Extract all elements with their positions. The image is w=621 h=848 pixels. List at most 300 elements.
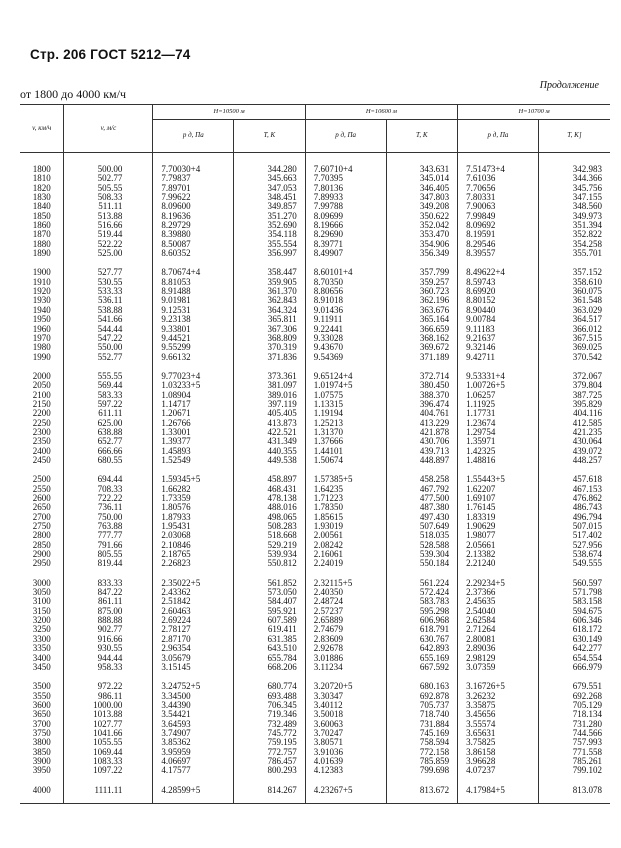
pressure-cell: 2.48724	[305, 597, 386, 606]
pressure-cell: 4.17984+5	[458, 776, 539, 804]
temperature-cell: 539.934	[234, 550, 306, 559]
pressure-cell: 2.43362	[153, 588, 234, 597]
temperature-cell: 692.878	[386, 692, 458, 701]
pressure-cell: 2.08242	[305, 541, 386, 550]
speed-kmh-cell: 3000	[32, 577, 51, 588]
temperature-cell: 361.548	[538, 296, 610, 305]
temperature-cell: 583.158	[538, 597, 610, 606]
temperature-cell: 508.283	[234, 522, 306, 531]
pressure-cell: 1.55443+5	[458, 465, 539, 484]
col-header-temperature: T, К]	[538, 120, 610, 153]
table-row	[20, 569, 610, 588]
temperature-cell: 368.809	[234, 334, 306, 343]
speed-ms-cell: 694.44	[64, 465, 153, 484]
speed-ms-cell: 502.77	[64, 174, 153, 183]
speed-kmh-cell: 1850	[32, 210, 51, 221]
speed-ms-cell: 680.55	[64, 456, 153, 465]
pressure-cell: 1.13315	[305, 400, 386, 409]
temperature-cell: 595.298	[386, 607, 458, 616]
temperature-cell: 498.065	[234, 513, 306, 522]
speed-ms-cell: 1069.44	[64, 748, 153, 757]
pressure-cell: 1.80576	[153, 503, 234, 512]
temperature-cell: 347.155	[538, 193, 610, 202]
temperature-cell: 365.164	[386, 315, 458, 324]
speed-kmh-cell: 2250	[32, 417, 51, 428]
pressure-cell: 4.17577	[153, 766, 234, 775]
temperature-cell: 365.811	[234, 315, 306, 324]
temperature-cell: 348.451	[234, 193, 306, 202]
temperature-cell: 631.385	[234, 635, 306, 644]
speed-ms-cell: 708.33	[64, 485, 153, 494]
temperature-cell: 813.672	[386, 776, 458, 804]
temperature-cell: 758.594	[386, 738, 458, 747]
temperature-cell: 397.119	[234, 400, 306, 409]
speed-ms-cell: 819.44	[64, 559, 153, 568]
temperature-cell: 518.035	[386, 531, 458, 540]
speed-kmh-cell: 1840	[32, 201, 51, 212]
temperature-cell: 654.554	[538, 654, 610, 663]
temperature-cell: 476.862	[538, 494, 610, 503]
speed-ms-cell: 1111.11	[64, 776, 153, 804]
pressure-cell: 9.66132	[153, 353, 234, 362]
pressure-cell: 1.52549	[153, 456, 234, 465]
pressure-cell: 3.60063	[305, 720, 386, 729]
pressure-cell: 3.95959	[153, 748, 234, 757]
temperature-cell: 357.799	[386, 258, 458, 277]
temperature-cell: 380.450	[386, 381, 458, 390]
pressure-cell: 2.10846	[153, 541, 234, 550]
pressure-cell: 1.42325	[458, 447, 539, 456]
temperature-cell: 366.659	[386, 325, 458, 334]
temperature-cell: 369.025	[538, 343, 610, 352]
pressure-cell: 1.83319	[458, 513, 539, 522]
pressure-cell: 8.19636	[153, 212, 234, 221]
temperature-cell: 448.897	[386, 456, 458, 465]
pressure-cell: 4.01639	[305, 757, 386, 766]
temperature-cell: 370.542	[538, 353, 610, 362]
temperature-cell: 405.405	[234, 409, 306, 418]
pressure-cell: 1.20671	[153, 409, 234, 418]
speed-kmh-cell: 2100	[32, 389, 51, 400]
temperature-cell: 412.585	[538, 419, 610, 428]
temperature-cell: 786.457	[234, 757, 306, 766]
pressure-cell: 4.28599+5	[153, 776, 234, 804]
col-header-speed-kmh: v, км/ч	[20, 105, 64, 153]
table-row	[20, 353, 610, 362]
pressure-cell: 2.54040	[458, 607, 539, 616]
pressure-cell: 4.12383	[305, 766, 386, 775]
pressure-cell: 8.39557	[458, 249, 539, 258]
speed-kmh-cell: 2650	[32, 502, 51, 513]
pressure-cell: 9.44521	[153, 334, 234, 343]
speed-ms-cell: 1041.66	[64, 729, 153, 738]
temperature-cell: 718.740	[386, 710, 458, 719]
speed-kmh-cell: 1930	[32, 295, 51, 306]
speed-ms-cell: 569.44	[64, 381, 153, 390]
speed-ms-cell: 722.22	[64, 494, 153, 503]
temperature-cell: 346.405	[386, 184, 458, 193]
temperature-cell: 366.012	[538, 325, 610, 334]
temperature-cell: 496.794	[538, 513, 610, 522]
temperature-cell: 457.618	[538, 465, 610, 484]
pressure-cell: 1.00726+5	[458, 381, 539, 390]
speed-ms-cell: 930.55	[64, 644, 153, 653]
pressure-cell: 3.70247	[305, 729, 386, 738]
table-row	[20, 362, 610, 381]
pressure-cell: 9.42711	[458, 353, 539, 362]
pressure-cell: 2.21240	[458, 559, 539, 568]
pressure-cell: 8.59743	[458, 278, 539, 287]
temperature-cell: 344.366	[538, 174, 610, 183]
pressure-cell: 8.69920	[458, 287, 539, 296]
speed-kmh-cell: 3850	[32, 746, 51, 757]
temperature-cell: 381.097	[234, 381, 306, 390]
pressure-cell: 4.23267+5	[305, 776, 386, 804]
speed-ms-cell: 875.00	[64, 607, 153, 616]
col-header-speed-ms: v, м/с	[64, 105, 153, 153]
pressure-cell: 2.74679	[305, 625, 386, 634]
temperature-cell: 358.610	[538, 278, 610, 287]
atmosphere-data-table	[20, 104, 610, 804]
speed-kmh-cell: 1810	[32, 173, 51, 184]
speed-ms-cell: 525.00	[64, 249, 153, 258]
temperature-cell: 549.555	[538, 559, 610, 568]
pressure-cell: 9.23138	[153, 315, 234, 324]
pressure-cell: 1.90629	[458, 522, 539, 531]
pressure-cell: 9.11911	[305, 315, 386, 324]
speed-kmh-cell: 3550	[32, 690, 51, 701]
temperature-cell: 488.016	[234, 503, 306, 512]
temperature-cell: 359.905	[234, 278, 306, 287]
pressure-cell: 3.07359	[458, 663, 539, 672]
pressure-cell: 3.35875	[458, 701, 539, 710]
pressure-cell: 7.99849	[458, 212, 539, 221]
table-row	[20, 559, 610, 568]
pressure-cell: 2.03068	[153, 531, 234, 540]
pressure-cell: 2.13382	[458, 550, 539, 559]
speed-ms-cell: 861.11	[64, 597, 153, 606]
speed-ms-cell: 958.33	[64, 663, 153, 672]
speed-ms-cell: 508.33	[64, 193, 153, 202]
temperature-cell: 344.280	[234, 153, 306, 175]
temperature-cell: 718.134	[538, 710, 610, 719]
pressure-cell: 8.09692	[458, 221, 539, 230]
temperature-cell: 679.551	[538, 672, 610, 691]
temperature-cell: 642.277	[538, 644, 610, 653]
speed-ms-cell: 763.88	[64, 522, 153, 531]
pressure-cell: 1.35971	[458, 437, 539, 446]
pressure-cell: 7.80331	[458, 193, 539, 202]
pressure-cell: 1.64235	[305, 485, 386, 494]
pressure-cell: 3.01886	[305, 654, 386, 663]
temperature-cell: 352.042	[386, 221, 458, 230]
pressure-cell: 9.01981	[153, 296, 234, 305]
temperature-cell: 357.152	[538, 258, 610, 277]
pressure-cell: 4.07237	[458, 766, 539, 775]
pressure-cell: 8.49907	[305, 249, 386, 258]
pressure-cell: 1.31370	[305, 428, 386, 437]
speed-kmh-cell: 1910	[32, 276, 51, 287]
pressure-cell: 1.29754	[458, 428, 539, 437]
pressure-cell: 1.06257	[458, 391, 539, 400]
temperature-cell: 527.956	[538, 541, 610, 550]
pressure-cell: 7.51473+4	[458, 153, 539, 175]
table-row	[20, 766, 610, 775]
speed-ms-cell: 916.66	[64, 635, 153, 644]
temperature-cell: 705.129	[538, 701, 610, 710]
pressure-cell: 3.65631	[458, 729, 539, 738]
speed-kmh-cell: 3250	[32, 624, 51, 635]
pressure-cell: 1.17731	[458, 409, 539, 418]
temperature-cell: 356.997	[234, 249, 306, 258]
temperature-cell: 395.829	[538, 400, 610, 409]
pressure-cell: 7.70656	[458, 184, 539, 193]
speed-ms-cell: 1097.22	[64, 766, 153, 775]
temperature-cell: 814.267	[234, 776, 306, 804]
pressure-cell: 8.80152	[458, 296, 539, 305]
speed-kmh-cell: 1830	[32, 192, 51, 203]
speed-kmh-cell: 2600	[32, 493, 51, 503]
pressure-cell: 7.89701	[153, 184, 234, 193]
speed-kmh-cell: 1920	[32, 286, 51, 297]
speed-ms-cell: 972.22	[64, 672, 153, 691]
temperature-cell: 347.053	[234, 184, 306, 193]
speed-kmh-cell: 3200	[32, 615, 51, 626]
pressure-cell: 9.54369	[305, 353, 386, 362]
speed-ms-cell: 555.55	[64, 362, 153, 381]
speed-ms-cell: 833.33	[64, 569, 153, 588]
table-body	[20, 153, 610, 804]
temperature-cell: 354.258	[538, 240, 610, 249]
pressure-cell: 3.20720+5	[305, 672, 386, 691]
temperature-cell: 518.668	[234, 531, 306, 540]
pressure-cell: 9.22441	[305, 325, 386, 334]
temperature-cell: 655.169	[386, 654, 458, 663]
temperature-cell: 706.345	[234, 701, 306, 710]
speed-ms-cell: 550.00	[64, 343, 153, 352]
pressure-cell: 1.07575	[305, 391, 386, 400]
speed-ms-cell: 527.77	[64, 258, 153, 277]
temperature-cell: 354.118	[234, 230, 306, 239]
pressure-cell: 7.70030+4	[153, 153, 234, 175]
temperature-cell: 618.791	[386, 625, 458, 634]
table-row	[20, 258, 610, 277]
speed-ms-cell: 544.44	[64, 325, 153, 334]
temperature-cell: 422.521	[234, 428, 306, 437]
temperature-cell: 560.597	[538, 569, 610, 588]
pressure-cell: 1.50674	[305, 456, 386, 465]
temperature-cell: 360.075	[538, 287, 610, 296]
pressure-cell: 8.29546	[458, 240, 539, 249]
speed-kmh-cell: 2750	[32, 521, 51, 532]
pressure-cell: 1.71223	[305, 494, 386, 503]
speed-ms-cell: 505.55	[64, 184, 153, 193]
temperature-cell: 497.430	[386, 513, 458, 522]
pressure-cell: 3.26232	[458, 692, 539, 701]
pressure-cell: 3.86158	[458, 748, 539, 757]
speed-ms-cell: 516.66	[64, 221, 153, 230]
speed-kmh-cell: 3450	[32, 661, 51, 672]
pressure-cell: 3.55574	[458, 720, 539, 729]
temperature-cell: 369.672	[386, 343, 458, 352]
speed-ms-cell: 530.55	[64, 278, 153, 287]
pressure-cell: 1.66282	[153, 485, 234, 494]
pressure-cell: 2.60463	[153, 607, 234, 616]
pressure-cell: 2.26823	[153, 559, 234, 568]
temperature-cell: 744.566	[538, 729, 610, 738]
temperature-cell: 731.280	[538, 720, 610, 729]
speed-kmh-cell: 2450	[32, 454, 51, 465]
speed-kmh-cell: 1800	[32, 164, 51, 174]
pressure-cell: 2.98129	[458, 654, 539, 663]
pressure-cell: 1.25213	[305, 419, 386, 428]
speed-kmh-cell: 3400	[32, 652, 51, 663]
pressure-cell: 7.60710+4	[305, 153, 386, 175]
temperature-cell: 539.304	[386, 550, 458, 559]
speed-ms-cell: 791.66	[64, 541, 153, 550]
pressure-cell: 2.35022+5	[153, 569, 234, 588]
speed-kmh-cell: 1960	[32, 323, 51, 334]
speed-kmh-cell: 2000	[32, 370, 51, 381]
temperature-cell: 467.153	[538, 485, 610, 494]
temperature-cell: 745.772	[234, 729, 306, 738]
pressure-cell: 1.44101	[305, 447, 386, 456]
temperature-cell: 361.370	[234, 287, 306, 296]
speed-ms-cell: 522.22	[64, 240, 153, 249]
table-row	[20, 776, 610, 804]
temperature-cell: 607.589	[234, 616, 306, 625]
temperature-cell: 413.873	[234, 419, 306, 428]
temperature-cell: 373.361	[234, 362, 306, 381]
temperature-cell: 692.268	[538, 692, 610, 701]
temperature-cell: 642.893	[386, 644, 458, 653]
pressure-cell: 2.37366	[458, 588, 539, 597]
temperature-cell: 352.690	[234, 221, 306, 230]
pressure-cell: 3.44390	[153, 701, 234, 710]
pressure-cell: 7.89933	[305, 193, 386, 202]
pressure-cell: 4.06697	[153, 757, 234, 766]
temperature-cell: 349.857	[234, 202, 306, 211]
pressure-cell: 8.80656	[305, 287, 386, 296]
speed-kmh-cell: 2050	[32, 380, 51, 391]
temperature-cell: 345.663	[234, 174, 306, 183]
col-header-pressure: p д, Па	[305, 120, 386, 153]
pressure-cell: 2.92678	[305, 644, 386, 653]
speed-kmh-cell: 3750	[32, 727, 51, 738]
temperature-cell: 619.411	[234, 625, 306, 634]
table-row	[20, 663, 610, 672]
temperature-cell: 351.270	[234, 212, 306, 221]
pressure-cell: 2.00561	[305, 531, 386, 540]
pressure-cell: 2.45635	[458, 597, 539, 606]
temperature-cell: 595.921	[234, 607, 306, 616]
pressure-cell: 1.78350	[305, 503, 386, 512]
pressure-cell: 2.16061	[305, 550, 386, 559]
temperature-cell: 413.229	[386, 419, 458, 428]
pressure-cell: 7.61036	[458, 174, 539, 183]
pressure-cell: 8.60101+4	[305, 258, 386, 277]
speed-ms-cell: 547.22	[64, 334, 153, 343]
pressure-cell: 1.93019	[305, 522, 386, 531]
temperature-cell: 458.258	[386, 465, 458, 484]
speed-kmh-cell: 1900	[32, 267, 51, 278]
pressure-cell: 3.34500	[153, 692, 234, 701]
pressure-cell: 9.33028	[305, 334, 386, 343]
pressure-cell: 3.05679	[153, 654, 234, 663]
pressure-cell: 8.39880	[153, 230, 234, 239]
pressure-cell: 3.11234	[305, 663, 386, 672]
pressure-cell: 3.75825	[458, 738, 539, 747]
temperature-cell: 517.402	[538, 531, 610, 540]
table-row	[20, 672, 610, 691]
pressure-cell: 3.74907	[153, 729, 234, 738]
temperature-cell: 486.743	[538, 503, 610, 512]
pressure-cell: 1.62207	[458, 485, 539, 494]
pressure-cell: 8.81053	[153, 278, 234, 287]
pressure-cell: 7.79837	[153, 174, 234, 183]
temperature-cell: 680.163	[386, 672, 458, 691]
pressure-cell: 2.71264	[458, 625, 539, 634]
speed-ms-cell: 777.77	[64, 531, 153, 540]
temperature-cell: 404.116	[538, 409, 610, 418]
pressure-cell: 2.87170	[153, 635, 234, 644]
temperature-cell: 448.257	[538, 456, 610, 465]
pressure-cell: 9.01436	[305, 306, 386, 315]
temperature-cell: 732.489	[234, 720, 306, 729]
temperature-cell: 353.470	[386, 230, 458, 239]
temperature-cell: 606.968	[386, 616, 458, 625]
table-row	[20, 456, 610, 465]
temperature-cell: 439.072	[538, 447, 610, 456]
temperature-cell: 772.158	[386, 748, 458, 757]
speed-kmh-cell: 2550	[32, 483, 51, 494]
temperature-cell: 572.424	[386, 588, 458, 597]
pressure-cell: 9.11183	[458, 325, 539, 334]
speed-kmh-cell: 3300	[32, 633, 51, 644]
temperature-cell: 529.219	[234, 541, 306, 550]
temperature-cell: 630.767	[386, 635, 458, 644]
temperature-cell: 467.792	[386, 485, 458, 494]
pressure-cell: 2.24019	[305, 559, 386, 568]
speed-ms-cell: 888.88	[64, 616, 153, 625]
pressure-cell: 2.89036	[458, 644, 539, 653]
pressure-cell: 3.91036	[305, 748, 386, 757]
temperature-cell: 799.102	[538, 766, 610, 775]
speed-kmh-cell: 1950	[32, 314, 51, 325]
col-header-temperature: T, К	[234, 120, 306, 153]
pressure-cell: 8.29690	[305, 230, 386, 239]
temperature-cell: 666.979	[538, 663, 610, 672]
speed-kmh-cell: 2700	[32, 511, 51, 522]
temperature-cell: 431.349	[234, 437, 306, 446]
pressure-cell: 3.45656	[458, 710, 539, 719]
temperature-cell: 379.804	[538, 381, 610, 390]
speed-kmh-cell: 3150	[32, 605, 51, 616]
speed-kmh-cell: 2200	[32, 408, 51, 419]
pressure-cell: 2.40350	[305, 588, 386, 597]
pressure-cell: 7.99622	[153, 193, 234, 202]
speed-kmh-cell: 3700	[32, 718, 51, 729]
pressure-cell: 8.19591	[458, 230, 539, 239]
temperature-cell: 363.029	[538, 306, 610, 315]
pressure-cell: 2.51842	[153, 597, 234, 606]
temperature-cell: 745.169	[386, 729, 458, 738]
table-row	[20, 465, 610, 484]
speed-ms-cell: 1000.00	[64, 701, 153, 710]
pressure-cell: 3.85362	[153, 738, 234, 747]
pressure-cell: 9.00784	[458, 315, 539, 324]
pressure-cell: 3.40112	[305, 701, 386, 710]
